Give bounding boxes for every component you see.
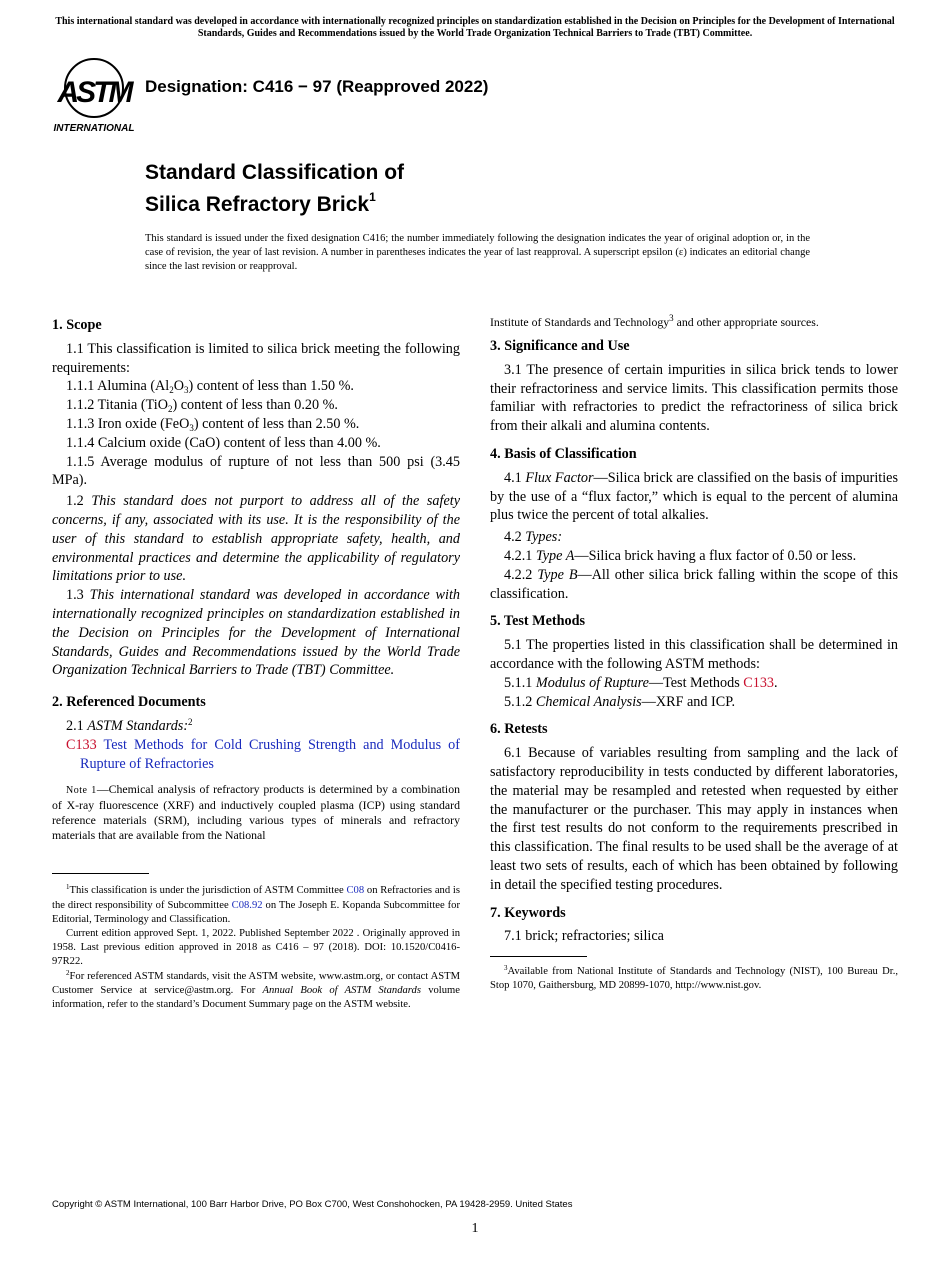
para-5-1-2: 5.1.2 Chemical Analysis—XRF and ICP. xyxy=(504,693,736,710)
para-5-1: 5.1 The properties listed in this classification shall be determined in accordance with the following ASTM methods: xyxy=(490,637,898,672)
right-column xyxy=(490,313,898,994)
top-notice: This international standard was developed in accordance with internationally recognized principles on standardization established in the Decision on Principles for the Development of International Standards, Guides and Recommendations issued by the World Trade Organization Technical Barriers to Trade (TBT) Committee. xyxy=(55,16,895,39)
section-heading-referenced: 2. Referenced Documents xyxy=(52,694,206,711)
title-line-1: Standard Classification of xyxy=(145,161,405,184)
logo-subtext: INTERNATIONAL xyxy=(53,123,135,134)
test-method-link-c133[interactable]: C133 xyxy=(743,674,775,691)
para-7-1: 7.1 brick; refractories; silica xyxy=(504,928,664,945)
para-1-1-5: 1.1.5 Average modulus of rupture of not less than 500 psi (3.45 MPa). xyxy=(52,453,460,489)
para-4-2-1: 4.2.1 Type A—Silica brick having a flux factor of 0.50 or less. xyxy=(504,547,857,564)
footnote-divider-right xyxy=(490,956,587,957)
reference-title-link[interactable]: Test Methods for Cold Crushing Strength and Modulus of Rupture of Refractories xyxy=(80,736,460,772)
para-1-2: 1.2 This standard does not purport to address all of the safety concerns, if any, associated with its use. It is the responsibility of the user of this standard to establish appropriate safety, health, and environmental practices and determine the applicability of regulatory limitations prior to use. xyxy=(52,493,460,585)
section-heading-basis: 4. Basis of Classification xyxy=(490,445,637,462)
title-footnote-ref: 1 xyxy=(369,190,376,204)
para-5-1-1: 5.1.1 Modulus of Rupture—Test Methods C133. xyxy=(504,674,778,691)
para-1-1-3: 1.1.3 Iron oxide (FeO$_3$) content of less than 2.50 %. xyxy=(66,415,360,433)
footnote-link-c08-92[interactable]: C08.92 xyxy=(231,899,263,911)
logo-mark: ASTM xyxy=(57,76,131,109)
reference-c133[interactable] xyxy=(52,736,460,774)
para-1-1-1: 1.1.1 Alumina $(Al_2O_3)$ content of less than 1.50 %. xyxy=(66,378,354,396)
footnote-1-edition: Current edition approved Sept. 1, 2022. Published September 2022 . Originally approved in 1958. Last previous edition approved in 2018 as C416 – 97 (2018). DOI: 10.1520/C0416-97R22. xyxy=(52,927,460,968)
footnote-divider xyxy=(52,873,149,874)
title-line-2: Silica Refractory Brick xyxy=(145,193,370,216)
footnote-3: $^3$Available from National Institute of Standards and Technology (NIST), 100 Bureau Dr., Stop 1070, Gaithersburg, MD 20899-1070, http://www.nist.gov. xyxy=(490,964,898,992)
footnote-1: $^1$This classification is under the jurisdiction of ASTM Committee C08 on Refractories and is the direct responsibility of Subcommittee C08.92 on The Joseph E. Kopanda Subcommittee for Editorial, Terminology and Classification. xyxy=(52,883,460,925)
para-1-3: 1.3 This international standard was developed in accordance with internationally recognized principles on standardization established in the Decision on Principles for the Development of International Standards, Guides and Recommendations issued by the World Trade Organization Technical Barriers to Trade (TBT) Committee. xyxy=(52,587,460,679)
para-1-1: 1.1 This classification is limited to silica brick meeting the following requirements: xyxy=(52,340,460,376)
para-4-2: 4.2 Types: xyxy=(504,529,563,546)
designation: Designation: C416 − 97 (Reapproved 2022) xyxy=(145,77,489,96)
section-heading-retests: 6. Retests xyxy=(490,721,548,738)
para-3-1: 3.1 The presence of certain impurities in silica brick tends to lower their refractoriness and service limits. This classification permits those familiar with refractories to predict the refractoriness of silica brick from their alkali and alumina contents. xyxy=(490,361,898,435)
footnote-link-c08[interactable]: C08 xyxy=(346,885,365,897)
section-heading-keywords: 7. Keywords xyxy=(490,904,566,921)
para-6-1: 6.1 Because of variables resulting from sampling and the lack of satisfactory reproducibility in tests conducted by different laboratories, the material may be resampled and retested when requested by either the manufacturer or the purchaser. This may apply in instances when the first test results do not conform to the requirements prescribed in this classification. The final results to be used shall be the average of at least two sets of results, each of which has been obtained by following in detail the specified testing procedures. xyxy=(490,745,898,893)
para-4-2-2: 4.2.2 Type B—All other silica brick falling within the scope of this classification. xyxy=(490,566,898,602)
issued-note: This standard is issued under the fixed designation C416; the number immediately following the designation indicates the year of original adoption or, in the case of revision, the year of last revision. A number in parentheses indicates the year of last reapproval. A superscript epsilon (ε) indicates an editorial change since the last revision or reapproval. xyxy=(145,233,810,272)
left-column xyxy=(52,316,460,1012)
footnotes-left xyxy=(52,884,460,1012)
note-1: Note 1—Chemical analysis of refractory products is determined by a combination of X-ray fluorescence (XRF) and inductively coupled plasma (ICP) using standard reference materials (SRM), including various types of minerals and refractory materials that are available from the National xyxy=(52,782,460,843)
reference-code-link[interactable]: C133 xyxy=(66,736,97,753)
para-4-1: 4.1 Flux Factor—Silica brick are classified on the basis of impurities by the use of a “flux factor,” which is equal to the percent of alumina plus twice the percent of total alkalies. xyxy=(490,469,898,524)
page-number: 1 xyxy=(471,1221,479,1236)
document-title xyxy=(145,160,404,218)
astm-logo xyxy=(52,55,136,135)
footnotes-right xyxy=(490,965,898,993)
para-1-1-4: 1.1.4 Calcium oxide (CaO) content of less than 4.00 %. xyxy=(66,434,381,451)
note-1-continued: Institute of Standards and Technology$^3$ and other appropriate sources. xyxy=(490,313,819,329)
copyright-line: Copyright © ASTM International, 100 Barr Harbor Drive, PO Box C700, West Conshohocken, PA 19428-2959. United States xyxy=(52,1199,573,1210)
section-heading-test-methods: 5. Test Methods xyxy=(490,613,585,630)
para-1-1-2: 1.1.2 Titania (TiO$_2$) content of less than 0.20 %. xyxy=(66,397,338,415)
section-heading-significance: 3. Significance and Use xyxy=(490,338,630,354)
para-2-1: 2.1 ASTM Standards:$^2$ xyxy=(66,716,193,734)
section-heading-scope: 1. Scope xyxy=(52,317,102,333)
footnote-2: $^2$For referenced ASTM standards, visit the ASTM website, www.astm.org, or contact ASTM Customer Service at service@astm.org. For Annual Book of ASTM Standards volume information, refer to the standard’s Document Summary page on the ASTM website. xyxy=(52,968,460,1010)
